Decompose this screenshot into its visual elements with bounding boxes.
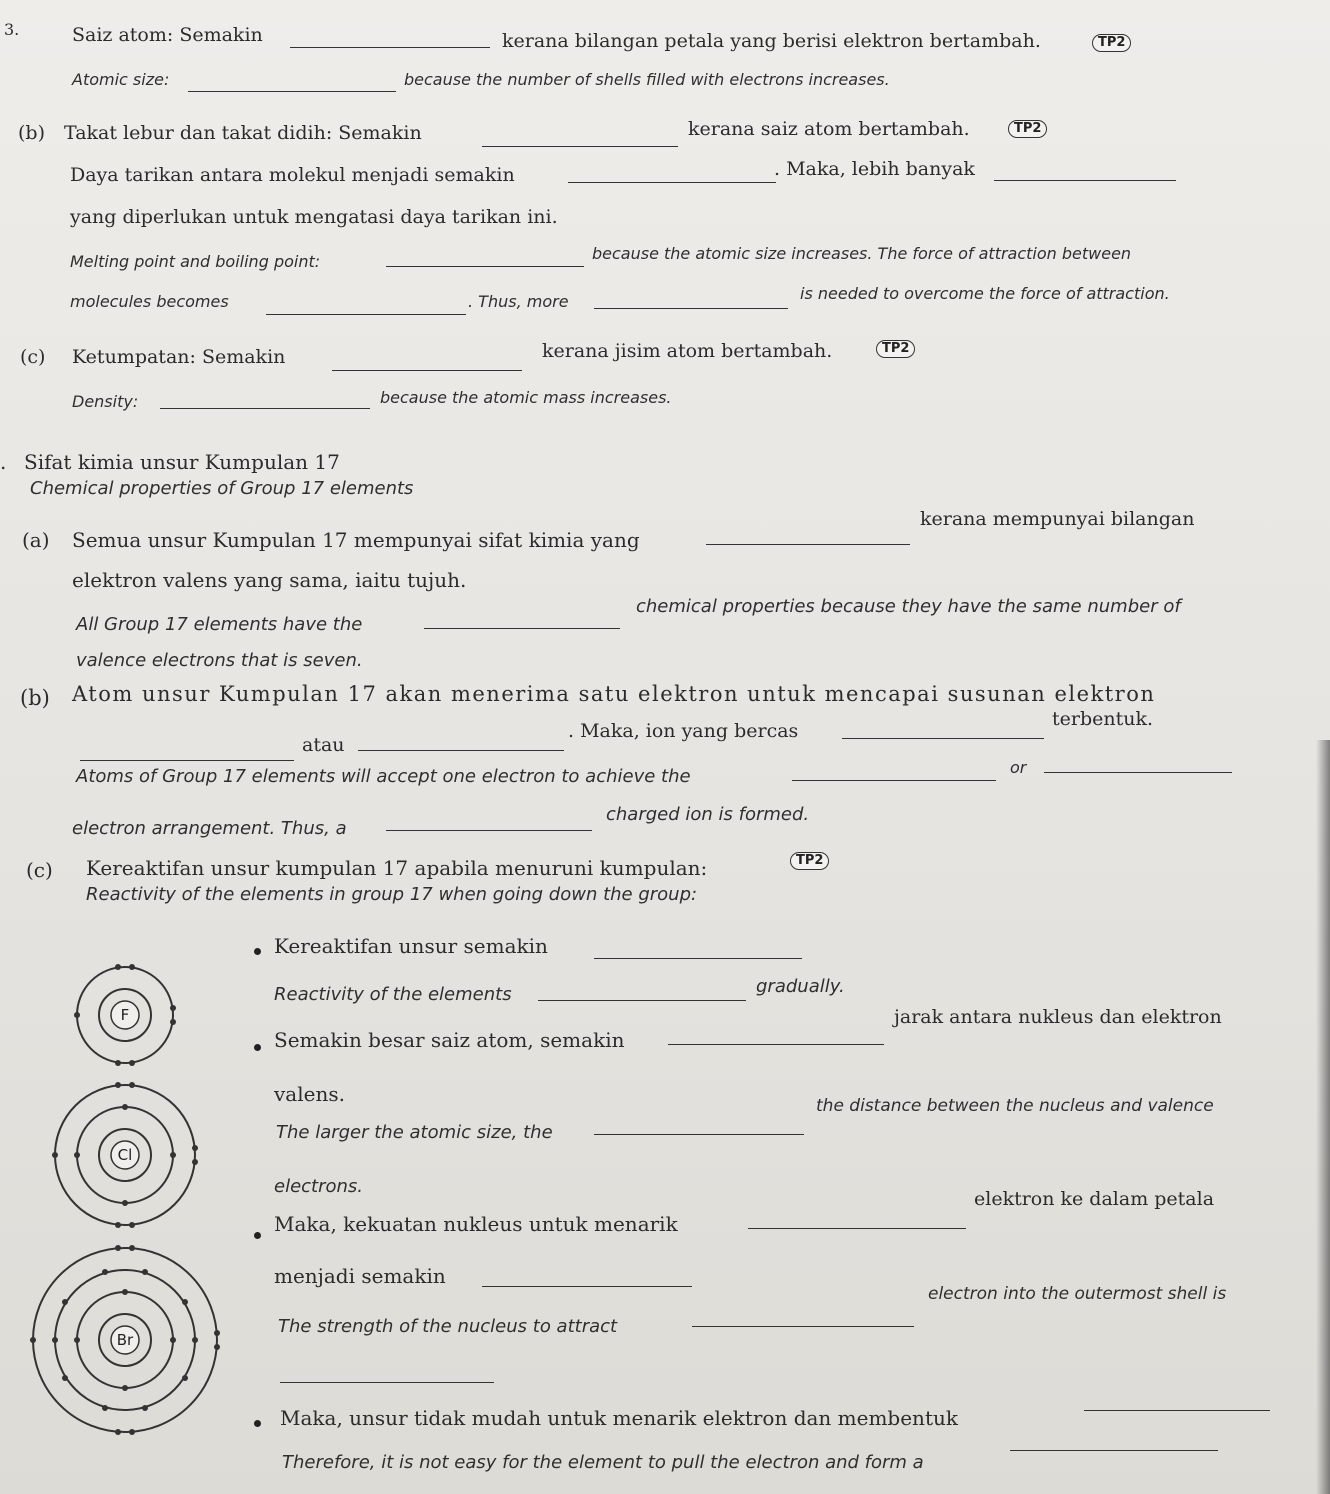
b3-ms-b: elektron ke dalam petala xyxy=(974,1188,1215,1210)
q4b-en-b: or xyxy=(1010,758,1027,777)
answer-blank[interactable] xyxy=(668,1044,884,1045)
section-title-ms: Sifat kimia unsur Kumpulan 17 xyxy=(24,450,340,474)
page-edge-shadow xyxy=(1316,740,1330,1494)
melting-en-c: molecules becomes xyxy=(70,292,229,311)
q4a-ms-b: kerana mempunyai bilangan xyxy=(920,508,1195,530)
answer-blank[interactable] xyxy=(188,91,396,92)
answer-blank[interactable] xyxy=(358,750,564,751)
density-en-a: Density: xyxy=(72,392,139,411)
item-label: (b) xyxy=(18,122,45,144)
answer-blank[interactable] xyxy=(280,1382,494,1383)
atom-diagrams xyxy=(0,940,250,1440)
q4a-ms-a: Semua unsur Kumpulan 17 mempunyai sifat kimia yang xyxy=(72,528,640,552)
answer-blank[interactable] xyxy=(386,266,584,267)
q4a-en-b: chemical properties because they have the same number of xyxy=(636,596,1181,617)
b3-en-b: electron into the outermost shell is xyxy=(928,1284,1227,1304)
section-number: . xyxy=(0,450,7,474)
q4b-en-a: Atoms of Group 17 elements will accept one electron to achieve the xyxy=(76,766,691,787)
b3-ms-a: Maka, kekuatan nukleus untuk menarik xyxy=(274,1212,678,1236)
atom-symbol: Br xyxy=(116,1331,134,1349)
q4c-ms-a: Kereaktifan unsur kumpulan 17 apabila menuruni kumpulan: xyxy=(86,856,708,880)
answer-blank[interactable] xyxy=(594,958,802,959)
bullet-point xyxy=(254,1044,261,1051)
answer-blank[interactable] xyxy=(792,780,996,781)
answer-blank[interactable] xyxy=(706,544,910,545)
q4a-en-c: valence electrons that is seven. xyxy=(76,650,363,671)
answer-blank[interactable] xyxy=(994,180,1176,181)
b2-en-a: The larger the atomic size, the xyxy=(276,1122,553,1143)
b3-ms-c: menjadi semakin xyxy=(274,1264,446,1288)
fluorine-atom-diagram xyxy=(74,964,176,1066)
melting-en-b: because the atomic size increases. The force of attraction between xyxy=(592,244,1132,263)
answer-blank[interactable] xyxy=(290,47,490,48)
answer-blank[interactable] xyxy=(482,146,678,147)
answer-blank[interactable] xyxy=(692,1326,914,1327)
answer-blank[interactable] xyxy=(748,1228,966,1229)
answer-blank[interactable] xyxy=(1044,772,1232,773)
answer-blank[interactable] xyxy=(1010,1450,1218,1451)
answer-blank[interactable] xyxy=(386,830,592,831)
answer-blank[interactable] xyxy=(1084,1410,1270,1411)
b4-en: Therefore, it is not easy for the element to pull the electron and form a xyxy=(282,1452,924,1473)
answer-blank[interactable] xyxy=(842,738,1044,739)
atom-symbol: Cl xyxy=(117,1146,133,1164)
tp-badge: TP2 xyxy=(1092,34,1131,52)
bullet-point xyxy=(254,1420,261,1427)
melting-ms-e: yang diperlukan untuk mengatasi daya tarikan ini. xyxy=(70,206,558,228)
tp-badge: TP2 xyxy=(876,340,915,358)
answer-blank[interactable] xyxy=(160,408,370,409)
b1-en-a: Reactivity of the elements xyxy=(274,984,512,1005)
melting-en-d: . Thus, more xyxy=(468,292,569,311)
b1-ms: Kereaktifan unsur semakin xyxy=(274,934,548,958)
q4b-ms-c: atau xyxy=(302,734,345,756)
b3-en-a: The strength of the nucleus to attract xyxy=(278,1316,618,1337)
q4b-en-c: electron arrangement. Thus, a xyxy=(72,818,347,839)
density-en-b: because the atomic mass increases. xyxy=(380,388,672,407)
question-number: 3. xyxy=(4,20,20,39)
b2-en-b: the distance between the nucleus and valence xyxy=(816,1096,1214,1116)
section-title-en: Chemical properties of Group 17 elements xyxy=(30,478,414,499)
item-label: (c) xyxy=(20,346,46,368)
answer-blank[interactable] xyxy=(332,370,522,371)
b2-en-c: electrons. xyxy=(274,1176,364,1197)
atomic-size-en-b: because the number of shells filled with electrons increases. xyxy=(404,70,890,89)
melting-en-e: is needed to overcome the force of attraction. xyxy=(800,284,1170,303)
melting-ms-c: Daya tarikan antara molekul menjadi semakin xyxy=(70,164,515,186)
atomic-size-ms-a: Saiz atom: Semakin xyxy=(72,24,263,46)
tp-badge: TP2 xyxy=(1008,120,1047,138)
answer-blank[interactable] xyxy=(80,760,294,761)
q4c-en-a: Reactivity of the elements in group 17 when going down the group: xyxy=(86,884,698,905)
q4b-ms-d: . Maka, ion yang bercas xyxy=(568,720,799,742)
answer-blank[interactable] xyxy=(266,314,466,315)
answer-blank[interactable] xyxy=(594,308,788,309)
bullet-point xyxy=(254,948,261,955)
b1-en-b: gradually. xyxy=(756,976,845,997)
item-label: (b) xyxy=(20,686,50,710)
chlorine-atom-diagram xyxy=(52,1082,198,1228)
q4b-ms-b: terbentuk. xyxy=(1052,708,1154,730)
atomic-size-en-a: Atomic size: xyxy=(72,70,170,89)
b2-ms-b: jarak antara nukleus dan elektron xyxy=(894,1006,1222,1028)
melting-ms-d: . Maka, lebih banyak xyxy=(774,158,975,180)
b2-ms-a: Semakin besar saiz atom, semakin xyxy=(274,1028,625,1052)
item-label: (a) xyxy=(22,528,50,552)
answer-blank[interactable] xyxy=(424,628,620,629)
density-ms-a: Ketumpatan: Semakin xyxy=(72,346,286,368)
answer-blank[interactable] xyxy=(482,1286,692,1287)
b2-ms-c: valens. xyxy=(274,1082,345,1106)
answer-blank[interactable] xyxy=(594,1134,804,1135)
tp-badge: TP2 xyxy=(790,852,829,870)
item-label: (c) xyxy=(26,858,53,882)
q4a-ms-c: elektron valens yang sama, iaitu tujuh. xyxy=(72,568,467,592)
answer-blank[interactable] xyxy=(538,1000,746,1001)
density-ms-b: kerana jisim atom bertambah. xyxy=(542,340,833,362)
q4a-en-a: All Group 17 elements have the xyxy=(76,614,363,635)
melting-en-a: Melting point and boiling point: xyxy=(70,252,321,271)
bromine-atom-diagram xyxy=(30,1245,220,1435)
q4b-en-d: charged ion is formed. xyxy=(606,804,810,825)
bullet-point xyxy=(254,1232,261,1239)
b4-ms: Maka, unsur tidak mudah untuk menarik elektron dan membentuk xyxy=(280,1406,958,1430)
answer-blank[interactable] xyxy=(568,182,776,183)
melting-ms-a: Takat lebur dan takat didih: Semakin xyxy=(64,122,422,144)
atomic-size-ms-b: kerana bilangan petala yang berisi elektron bertambah. xyxy=(502,30,1041,52)
melting-ms-b: kerana saiz atom bertambah. xyxy=(688,118,970,140)
atom-symbol: F xyxy=(120,1006,130,1024)
q4b-ms-a: Atom unsur Kumpulan 17 akan menerima satu elektron untuk mencapai susunan elektron xyxy=(72,682,1156,706)
